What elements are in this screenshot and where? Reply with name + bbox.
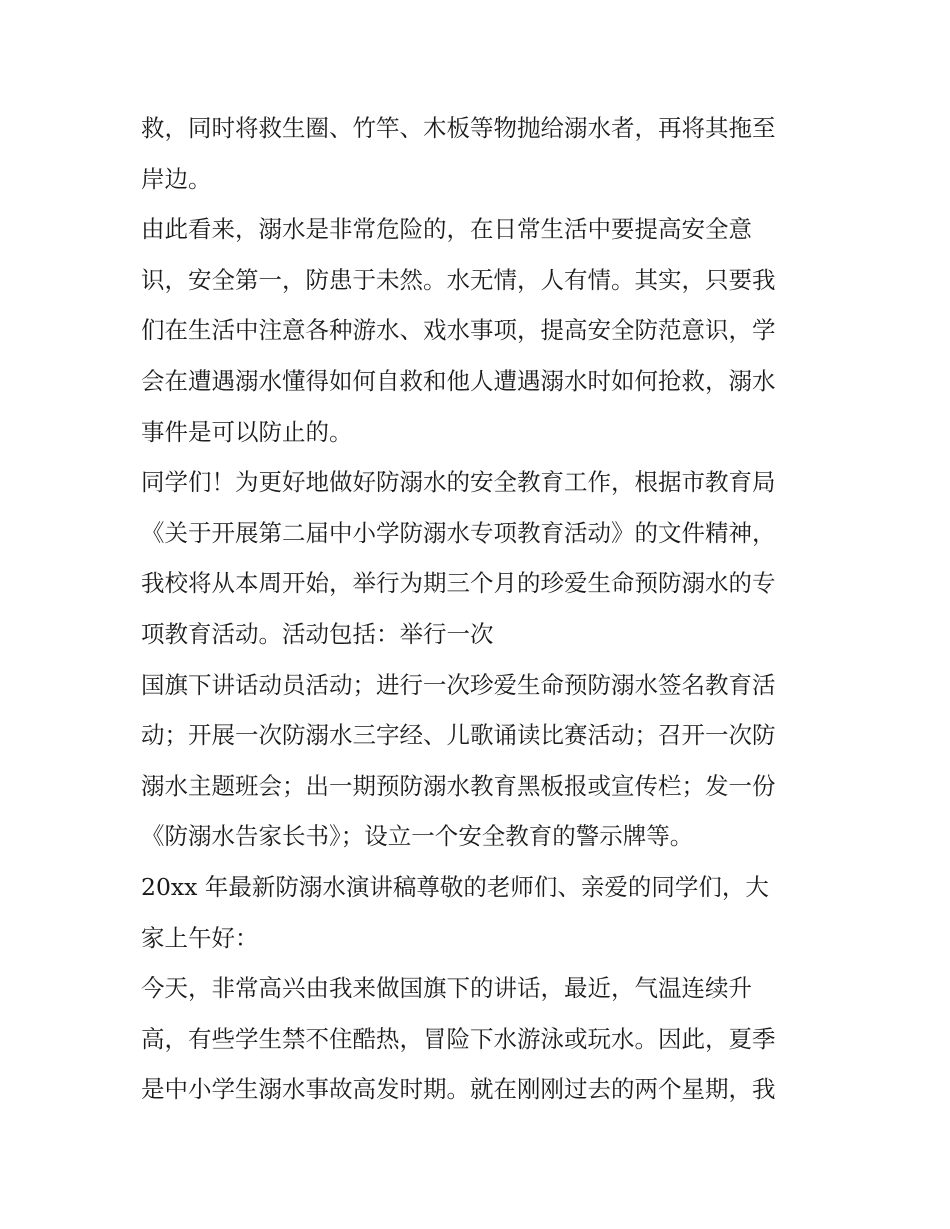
text-line-16: 20xx 年最新防溺水演讲稿尊敬的老师们、亲爱的同学们，大	[141, 872, 769, 901]
text-line-12: 国旗下讲话动员活动；进行一次珍爱生命预防溺水签名教育活	[141, 670, 776, 699]
text-line-3: 由此看来，溺水是非常危险的，在日常生活中要提高安全意	[141, 215, 752, 244]
text-line-13: 动；开展一次防溺水三字经、儿歌诵读比赛活动；召开一次防	[141, 721, 776, 750]
text-line-19: 高，有些学生禁不住酷热，冒险下水游泳或玩水。因此，夏季	[141, 1024, 776, 1053]
text-line-10: 我校将从本周开始，举行为期三个月的珍爱生命预防溺水的专	[141, 569, 776, 598]
text-line-1: 救，同时将救生圈、竹竿、木板等物抛给溺水者，再将其拖至	[141, 114, 776, 142]
text-line-15: 《防溺水告家长书》；设立一个安全教育的警示牌等。	[141, 822, 694, 851]
text-line-2: 岸边。	[141, 164, 212, 193]
text-line-17: 家上午好：	[141, 923, 259, 952]
text-line-18: 今天，非常高兴由我来做国旗下的讲话，最近，气温连续升	[141, 974, 752, 1003]
text-line-20: 是中小学生溺水事故高发时期。就在刚刚过去的两个星期，我	[141, 1075, 776, 1104]
text-line-11: 项教育活动。活动包括：举行一次	[141, 619, 494, 648]
text-line-4: 识，安全第一，防患于未然。水无情，人有情。其实，只要我	[141, 265, 776, 294]
text-line-7: 事件是可以防止的。	[141, 417, 353, 446]
document-body	[141, 103, 821, 1115]
text-line-6: 会在遭遇溺水懂得如何自救和他人遭遇溺水时如何抢救，溺水	[141, 366, 776, 395]
text-line-8: 同学们！为更好地做好防溺水的安全教育工作，根据市教育局	[141, 468, 776, 497]
text-line-14: 溺水主题班会；出一期预防溺水教育黑板报或宣传栏；发一份	[141, 771, 776, 800]
text-line-9: 《关于开展第二届中小学防溺水专项教育活动》的文件精神，	[141, 518, 776, 547]
text-line-5: 们在生活中注意各种游水、戏水事项，提高安全防范意识，学	[141, 316, 776, 345]
